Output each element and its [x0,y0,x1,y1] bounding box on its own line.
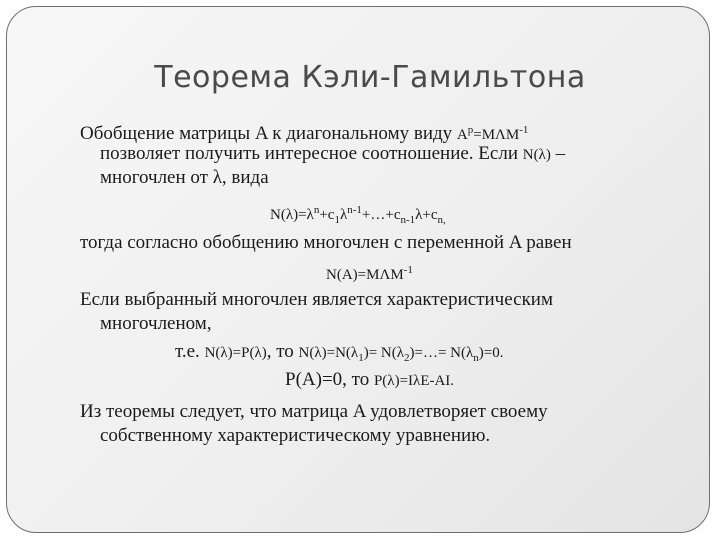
text: – [550,143,566,164]
text: Обобщение матрицы A к диагональному виду [80,123,457,144]
paragraph-line: многочлен от λ, вида [100,167,269,188]
paragraph-line: Если выбранный многочлен является характеристическим [80,289,553,310]
formula: $A^p=M\Lambda M^{-1}$ [456,124,529,143]
paragraph-line: собственному характеристическому уравнению. [100,425,491,446]
equation-characteristic: т.е. N(λ)=P(λ), то $N(\lambda)=N(\lambda_1)=$ $N(\lambda_2)=\dots= N(\lambda_n)=0$. [175,341,504,364]
equation-polynomial: $N(\lambda)=\lambda^n+c_1\lambda^{n-1}+\dots+c_{n-1}\lambda+c_{n,}$ [270,204,446,226]
paragraph-line: многочленом, [100,313,212,334]
paragraph-line: тогда согласно обобщению многочлен с переменной A равен [80,232,572,253]
paragraph-line: Из теоремы следует, что матрица A удовлетворяет своему [80,401,548,422]
formula: N(λ) [522,147,551,163]
equation-matrix-polynomial: $N(A)=M\Lambda M^{-1}$ [326,264,413,283]
paragraph-line [100,142,565,167]
text: позволяет получить интересное соотношение. Если [100,143,523,164]
equation-result: P(A)=0, то P(λ)=IλE-AI. [285,369,455,390]
slide-title: Теорема Кэли-Гамильтона [154,60,586,95]
